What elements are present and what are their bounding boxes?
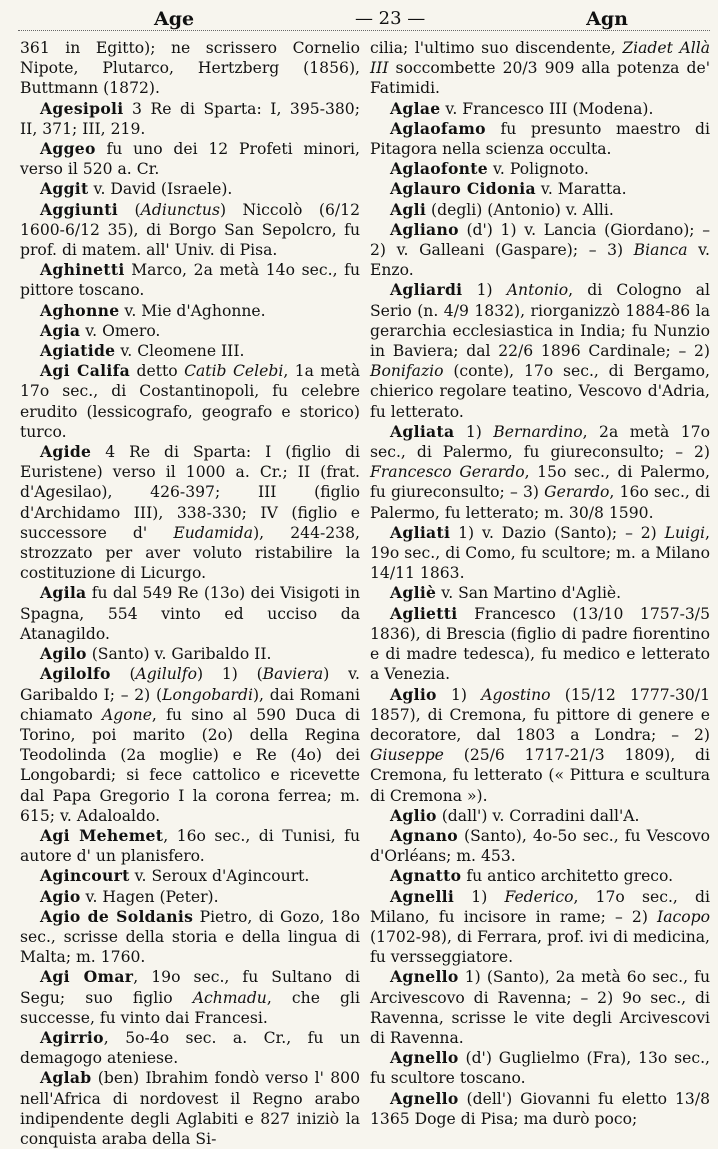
header-left-guideword: Age bbox=[154, 8, 195, 30]
dictionary-entry bbox=[20, 139, 360, 179]
entry-text: ) Niccolò (6/12 1600-6/12 35), di Borgo San Sepolcro, fu prof. di matem. all' Univ. di Pisa. bbox=[20, 200, 360, 260]
entry-text: Francesco (13/10 1757-3/5 1836), di Brescia (figlio di padre fiorentino e di madre tedesca), fu medico e letterato a Venezia. bbox=[370, 604, 710, 684]
entry-text: 1) (Santo), 2a metà 6o sec., fu Arcivescovo di Ravenna; – 2) 9o sec., di Ravenna, scrisse le vite degli Arcivescovi di Ravenna. bbox=[370, 968, 710, 1047]
entry-headword: Aglietti bbox=[390, 603, 458, 623]
entry-headword: Aggit bbox=[40, 179, 89, 199]
entry-headword: Agnelli bbox=[390, 886, 455, 906]
dictionary-entry bbox=[370, 866, 710, 886]
dictionary-entry bbox=[370, 583, 710, 603]
dictionary-entry bbox=[370, 220, 710, 281]
entry-text: , 2a metà 17o sec., di Palermo, fu giureconsulto; – 2) bbox=[370, 422, 710, 462]
entry-text: ), 244-238, strozzato per aver voluto ristabilire la costituzione di Licurgo. bbox=[20, 523, 360, 583]
dictionary-entry bbox=[20, 99, 360, 139]
entry-italic-text: Achmadu bbox=[192, 988, 267, 1007]
dictionary-entry bbox=[20, 260, 360, 300]
entry-italic-text: Bianca bbox=[633, 241, 688, 260]
entry-headword: Agia bbox=[40, 320, 81, 340]
entry-headword: Agirrio bbox=[40, 1027, 104, 1047]
entry-text: v. Francesco III (Modena). bbox=[440, 99, 654, 118]
entry-headword: Agincourt bbox=[40, 866, 130, 886]
dictionary-entry bbox=[370, 280, 710, 421]
entry-italic-text: Luigi bbox=[664, 523, 706, 542]
entry-text: (dall') v. Corradini dall'A. bbox=[436, 806, 640, 825]
entry-text: (25/6 1717-21/3 1809), di Cremona, fu letterato (« Pittura e scultura di Cremona »). bbox=[370, 746, 710, 805]
entry-text: fu antico architetto greco. bbox=[461, 867, 674, 886]
entry-text: (Santo) v. Garibaldo II. bbox=[86, 645, 272, 664]
entry-headword: Agnano bbox=[390, 825, 458, 845]
entry-italic-text: Gerardo bbox=[544, 483, 610, 502]
entry-headword: Agio de Soldanis bbox=[40, 906, 194, 926]
entry-text: , 5o-4o sec. a. Cr., fu un demagogo ateniese. bbox=[20, 1028, 360, 1068]
entry-text: 1) bbox=[454, 422, 494, 441]
entry-headword: Agliati bbox=[390, 522, 451, 542]
entry-italic-text: Bonifazio bbox=[370, 362, 444, 381]
entry-headword: Aglae bbox=[390, 98, 441, 118]
dictionary-entry bbox=[370, 99, 710, 119]
dictionary-entry bbox=[370, 523, 710, 584]
entry-text: 1) bbox=[454, 887, 505, 906]
entry-text: (d') Guglielmo (Fra), 13o sec., fu scultore toscano. bbox=[370, 1049, 710, 1088]
entry-headword: Agila bbox=[40, 583, 87, 603]
entry-text: (ben) Ibrahim fondò verso l' 800 nell'Africa di nordovest il Regno arabo indipendente degli Aglabiti e 827 iniziò la conquista araba della Si- bbox=[20, 1069, 360, 1148]
entry-headword: Aggiunti bbox=[40, 199, 119, 219]
entry-italic-text: Federico bbox=[504, 887, 574, 906]
dictionary-entry bbox=[20, 200, 360, 261]
entry-headword: Agnatto bbox=[390, 866, 462, 886]
entry-headword: Agnello bbox=[390, 1048, 459, 1068]
entry-text: fu dal 549 Re (13o) dei Visigoti in Spagna, 554 vinto ed ucciso da Atanagildo. bbox=[20, 584, 360, 643]
entry-text: v. Maratta. bbox=[535, 180, 627, 199]
entry-italic-text: Agostino bbox=[481, 685, 551, 704]
entry-text: fu presunto maestro di Pitagora nella scienza occulta. bbox=[370, 119, 710, 159]
entry-text: v. Cleomene III. bbox=[115, 342, 245, 361]
entry-headword: Agi Omar bbox=[40, 967, 134, 987]
entry-italic-text: Catib Celebi bbox=[184, 362, 284, 381]
right-column bbox=[370, 38, 710, 1149]
dictionary-entry bbox=[370, 422, 710, 523]
entry-text: , 19o sec., di Como, fu scultore; m. a Milano 14/11 1863. bbox=[370, 523, 710, 583]
entry-text: (Santo), 4o-5o sec., fu Vescovo d'Orléans; m. 453. bbox=[370, 826, 710, 866]
entry-text: , 19o sec., fu Sultano di Segu; suo figlio bbox=[20, 968, 360, 1007]
entry-italic-text: Agilulfo bbox=[135, 665, 197, 684]
entry-text: (15/12 1777-30/1 1857), di Cremona, fu pittore di genere e decoratore, dal 1803 a Londra; – 2) bbox=[370, 685, 710, 744]
entry-headword: Agilo bbox=[40, 644, 87, 664]
dictionary-entry bbox=[20, 1028, 360, 1068]
dictionary-entry bbox=[20, 321, 360, 341]
dictionary-entry bbox=[370, 159, 710, 179]
entry-headword: Agliata bbox=[390, 421, 455, 441]
dictionary-entry bbox=[20, 967, 360, 1028]
entry-italic-text: Bernardino bbox=[493, 422, 583, 441]
entry-headword: Aglaofamo bbox=[390, 118, 486, 138]
dictionary-entry bbox=[20, 341, 360, 361]
entry-italic-text: Eudamida bbox=[173, 523, 254, 542]
entry-text: v. David (Israele). bbox=[88, 180, 233, 199]
entry-text: ( bbox=[118, 200, 141, 219]
dictionary-entry bbox=[20, 442, 360, 583]
header-right-guideword: Agn bbox=[586, 8, 628, 30]
dictionary-entry bbox=[20, 361, 360, 442]
entry-text: , fu sino al 590 Duca di Torino, poi marito (2o) della Regina Teodolinda (2a moglie) e Re (4o) dei Longobardi; si fece cattolico e ricevette dal Papa Gregorio I la corona ferrea; m. 615; v. Adaloaldo. bbox=[20, 705, 360, 825]
entry-headword: Agli bbox=[390, 199, 427, 219]
header-rule bbox=[18, 30, 710, 31]
entry-italic-text: Longobardi bbox=[162, 685, 253, 704]
entry-headword: Agliè bbox=[390, 583, 437, 603]
entry-headword: Aggeo bbox=[40, 139, 96, 159]
entry-headword: Agide bbox=[40, 442, 92, 462]
entry-text: , di Cologno al Serio (n. 4/9 1832), riorganizzò 1884-86 la gerarchia ecclesiastica in India; fu Nunzio in Baviera; dal 22/6 1896 Cardinale; – 2) bbox=[370, 281, 710, 361]
entry-text: v. Polignoto. bbox=[488, 160, 589, 179]
entry-headword: Aghonne bbox=[40, 300, 120, 320]
page-number: — 23 — bbox=[354, 8, 426, 29]
entry-text: v. Omero. bbox=[80, 321, 161, 340]
dictionary-entry bbox=[370, 119, 710, 159]
dictionary-entry bbox=[20, 301, 360, 321]
entry-text: (degli) (Antonio) v. Alli. bbox=[426, 200, 614, 219]
entry-text: detto bbox=[130, 362, 185, 381]
dictionary-entry bbox=[370, 1048, 710, 1088]
dictionary-entry bbox=[370, 685, 710, 806]
entry-continuation bbox=[20, 38, 360, 99]
entry-italic-text: Antonio bbox=[506, 281, 569, 300]
dictionary-entry bbox=[20, 826, 360, 866]
dictionary-entry bbox=[370, 1089, 710, 1129]
entry-text: ) 1) ( bbox=[196, 665, 263, 684]
entry-text: v. Seroux d'Agincourt. bbox=[129, 867, 310, 886]
entry-text: v. Enzo. bbox=[370, 241, 711, 280]
entry-headword: Agi Califa bbox=[40, 361, 131, 381]
entry-text: , 16o sec., di Palermo, fu letterato; m. 30/8 1590. bbox=[370, 483, 711, 522]
entry-italic-text: Ziadet Allà III bbox=[370, 39, 710, 78]
entry-text: , 15o sec., di Palermo, fu giureconsulto; – 3) bbox=[370, 463, 710, 502]
entry-headword: Agliano bbox=[390, 219, 459, 239]
entry-headword: Aglio bbox=[390, 805, 437, 825]
entry-text: ) v. Garibaldo I; – 2) ( bbox=[20, 665, 360, 704]
entry-italic-text: Agone bbox=[102, 705, 152, 724]
entry-italic-text: Baviera bbox=[262, 665, 324, 684]
entry-text: v. Hagen (Peter). bbox=[80, 887, 219, 906]
entry-text: 1) v. Dazio (Santo); – 2) bbox=[450, 523, 665, 542]
dictionary-entry bbox=[20, 1068, 360, 1149]
entry-headword: Agliardi bbox=[390, 280, 463, 300]
dictionary-entry bbox=[20, 887, 360, 907]
entry-headword: Aghinetti bbox=[40, 260, 125, 280]
entry-italic-text: Giuseppe bbox=[370, 746, 444, 765]
entry-headword: Agi Mehemet bbox=[40, 825, 164, 845]
entry-text: v. Mie d'Aghonne. bbox=[119, 301, 266, 320]
entry-italic-text: Francesco Gerardo bbox=[370, 463, 525, 482]
entry-headword: Agesipoli bbox=[40, 98, 124, 118]
entry-italic-text: Iacopo bbox=[657, 907, 710, 926]
dictionary-entry bbox=[20, 866, 360, 886]
entry-headword: Agilolfo bbox=[40, 664, 111, 684]
dictionary-entry bbox=[370, 887, 710, 968]
entry-text: 1) bbox=[436, 685, 482, 704]
dictionary-entry bbox=[370, 200, 710, 220]
entry-headword: Aglab bbox=[40, 1068, 92, 1088]
entry-continuation bbox=[370, 38, 710, 99]
entry-italic-text: Adiunctus bbox=[140, 200, 220, 219]
entry-headword: Agnello bbox=[390, 967, 459, 987]
dictionary-entry bbox=[370, 826, 710, 866]
entry-text: , che gli successe, fu vinto dai Francesi. bbox=[20, 988, 360, 1027]
entry-text: ), dai Romani chiamato bbox=[20, 685, 360, 724]
dictionary-entry bbox=[20, 644, 360, 664]
dictionary-entry bbox=[370, 604, 710, 685]
dictionary-entry bbox=[20, 179, 360, 199]
text-columns bbox=[20, 38, 710, 1149]
entry-text: 1) bbox=[462, 281, 507, 300]
entry-text: (1702-98), di Ferrara, prof. ivi di medicina, fu versseggiatore. bbox=[370, 927, 710, 967]
entry-headword: Agiatide bbox=[40, 341, 116, 361]
dictionary-entry bbox=[20, 664, 360, 826]
entry-text: (d') 1) v. Lancia (Giordano); – 2) v. Galleani (Gaspare); – 3) bbox=[370, 220, 710, 260]
entry-text: Marco, 2a metà 14o sec., fu pittore toscano. bbox=[20, 261, 360, 300]
dictionary-entry bbox=[370, 806, 710, 826]
entry-text: (dell') Giovanni fu eletto 13/8 1365 Doge di Pisa; ma durò poco; bbox=[370, 1089, 710, 1128]
dictionary-entry bbox=[20, 583, 360, 644]
entry-text: , 16o sec., di Tunisi, fu autore d' un planisfero. bbox=[20, 826, 360, 866]
entry-text: (conte), 17o sec., di Bergamo, chierico regolare teatino, Vescovo d'Adria, fu letterato. bbox=[370, 362, 710, 421]
entry-text: soccombette 20/3 909 alla potenza de' Fatimidi. bbox=[370, 59, 710, 98]
entry-text: fu uno dei 12 Profeti minori, verso il 520 a. Cr. bbox=[20, 140, 360, 179]
running-header bbox=[4, 0, 714, 30]
entry-text: , 1a metà 17o sec., di Costantinopoli, fu celebre erudito (lessicografo, geografo e storico) turco. bbox=[20, 362, 361, 441]
entry-text: , 17o sec., di Milano, fu incisore in rame; – 2) bbox=[370, 887, 710, 926]
entry-text: 361 in Egitto); ne scrissero Cornelio Nipote, Plutarco, Hertzberg (1856), Buttmann (1872). bbox=[20, 39, 360, 98]
dictionary-entry bbox=[20, 907, 360, 968]
entry-text: cilia; l'ultimo suo discendente, bbox=[370, 39, 623, 57]
entry-headword: Aglio bbox=[390, 684, 437, 704]
dictionary-entry bbox=[370, 179, 710, 199]
entry-text: 4 Re di Sparta: I (figlio di Euristene) verso il 1000 a. Cr.; II (frat. d'Agesilao), 426-397; III (figlio d'Archidamo III), 338-330; IV (figlio e successore d' bbox=[20, 443, 360, 542]
entry-headword: Agnello bbox=[390, 1088, 459, 1108]
left-column bbox=[20, 38, 360, 1149]
entry-text: v. San Martino d'Agliè. bbox=[436, 584, 622, 603]
dictionary-entry bbox=[370, 967, 710, 1048]
entry-text: 3 Re di Sparta: I, 395-380; II, 371; III, 219. bbox=[20, 99, 360, 138]
entry-headword: Agio bbox=[40, 886, 81, 906]
entry-text: ( bbox=[110, 665, 136, 684]
entry-headword: Aglauro Cidonia bbox=[390, 179, 536, 199]
entry-text: Pietro, di Gozo, 18o sec., scrisse della storia e della lingua di Malta; m. 1760. bbox=[20, 907, 360, 967]
entry-headword: Aglaofonte bbox=[390, 159, 489, 179]
